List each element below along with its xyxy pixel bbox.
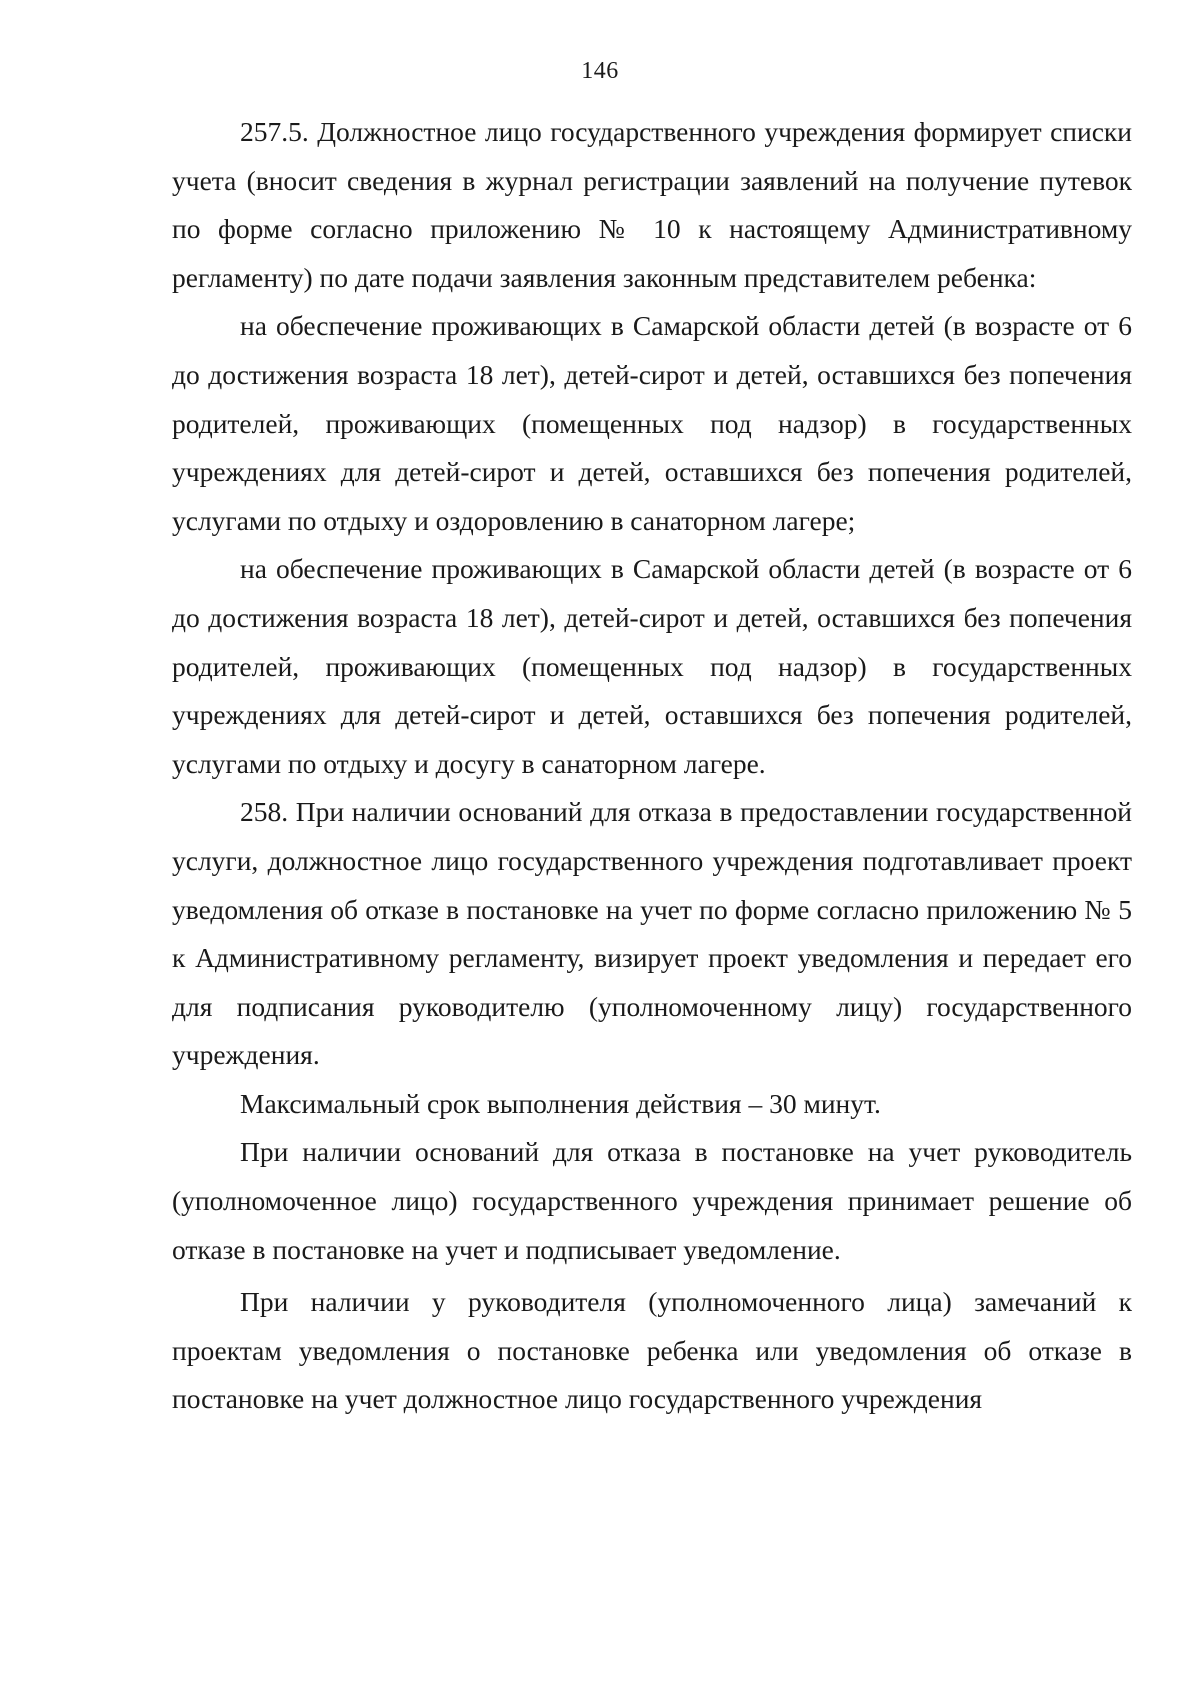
document-body bbox=[172, 108, 1132, 1424]
paragraph-refusal-decision: При наличии оснований для отказа в постановке на учет руководитель (уполномоченное лицо) государственного учреждения принимает решение об отказе в постановке на учет и подписывает уведомление. bbox=[172, 1136, 1132, 1265]
paragraph-sanatorium-health: на обеспечение проживающих в Самарской области детей (в возрасте от 6 до достижения возраста 18 лет), детей-сирот и детей, оставшихся без попечения родителей, проживающих (помещенных под надзор) в государственных учреждениях для детей-сирот и детей, оставшихся без попечения родителей, услугами по отдыху и оздоровлению в санаторном лагере; bbox=[172, 310, 1132, 536]
paragraph-remarks: При наличии у руководителя (уполномоченного лица) замечаний к проектам уведомления о постановке ребенка или уведомления об отказе в постановке на учет должностное лицо государственного учреждения bbox=[172, 1286, 1132, 1415]
paragraph-max-time: Максимальный срок выполнения действия – 30 минут. bbox=[240, 1087, 881, 1119]
page-number: 146 bbox=[581, 58, 619, 84]
paragraph-258: 258. При наличии оснований для отказа в предоставлении государственной услуги, должностное лицо государственного учреждения подготавливает проект уведомления об отказе в постановке на учет по форме согласно приложению № 5 к Административному регламенту, визирует проект уведомления и передает его для подписания руководителю (уполномоченному лицу) государственного учреждения. bbox=[172, 796, 1132, 1071]
paragraph-257-5: 257.5. Должностное лицо государственного учреждения формирует списки учета (вносит сведения в журнал регистрации заявлений на получение путевок по форме согласно приложению № 10 к настоящему Административному регламенту) по дате подачи заявления законным представителем ребенка: bbox=[172, 116, 1132, 293]
paragraph-sanatorium-leisure: на обеспечение проживающих в Самарской области детей (в возрасте от 6 до достижения возраста 18 лет), детей-сирот и детей, оставшихся без попечения родителей, проживающих (помещенных под надзор) в государственных учреждениях для детей-сирот и детей, оставшихся без попечения родителей, услугами по отдыху и досугу в санаторном лагере. bbox=[172, 553, 1132, 779]
